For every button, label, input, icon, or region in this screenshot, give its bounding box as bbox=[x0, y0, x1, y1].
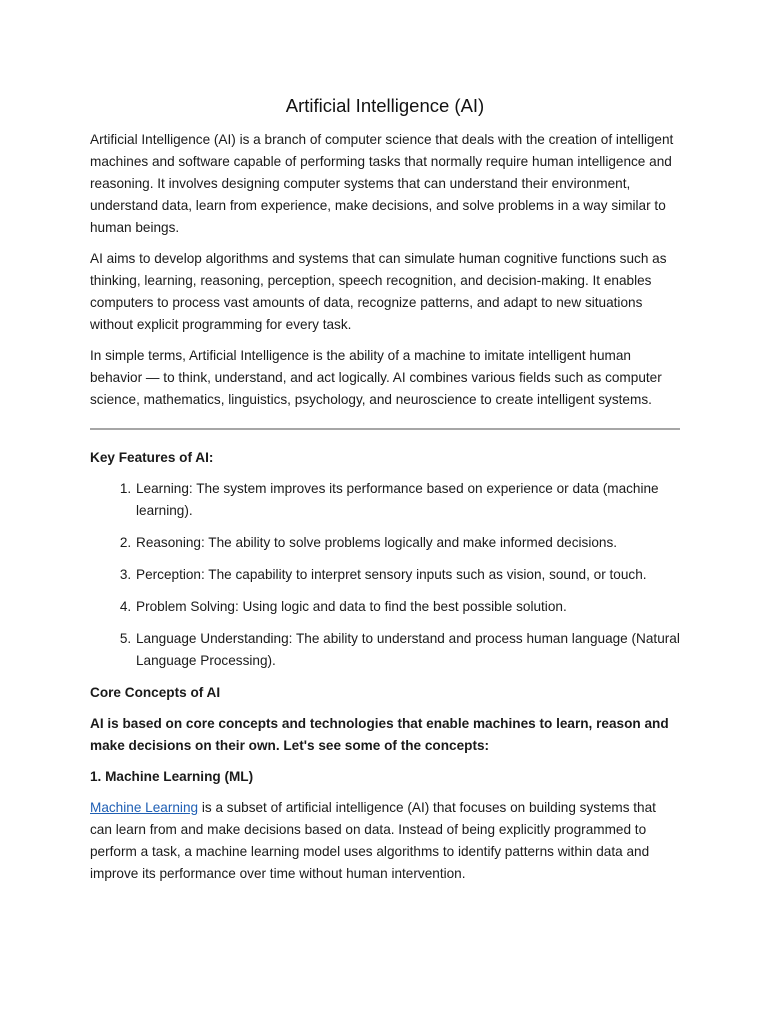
intro-paragraph-2: AI aims to develop algorithms and systems that can simulate human cognitive functions such as thinking, learning, reasoning, perception, speech recognition, and decision-making. It enables computers to process vast amounts of data, recognize patterns, and adapt to new situations without explicit programming for every task. bbox=[90, 251, 667, 332]
core-concepts-heading: Core Concepts of AI bbox=[90, 685, 221, 700]
document-title: Artificial Intelligence (AI) bbox=[285, 95, 485, 116]
machine-learning-paragraph bbox=[90, 797, 680, 885]
machine-learning-link[interactable]: Machine Learning bbox=[90, 800, 199, 815]
list-item: 1. Learning: The system improves its performance based on experience or data (machine learning). bbox=[135, 478, 680, 522]
key-features-list bbox=[90, 478, 680, 672]
list-item: 5. Language Understanding: The ability to understand and process human language (Natural Language Processing). bbox=[135, 628, 680, 672]
section-divider bbox=[90, 428, 680, 430]
intro-paragraph-3: In simple terms, Artificial Intelligence is the ability of a machine to imitate intelligent human behavior — to think, understand, and act logically. AI combines various fields such as computer science, mathematics, linguistics, psychology, and neuroscience to create intelligent systems. bbox=[90, 348, 662, 407]
key-features-heading: Key Features of AI: bbox=[90, 450, 214, 465]
list-item: 2. Reasoning: The ability to solve problems logically and make informed decisions. bbox=[135, 532, 680, 554]
core-concepts-lead: AI is based on core concepts and technologies that enable machines to learn, reason and make decisions on their own. Let's see some of the concepts: bbox=[90, 716, 669, 753]
document-page bbox=[90, 93, 680, 894]
intro-paragraph-1: Artificial Intelligence (AI) is a branch of computer science that deals with the creation of intelligent machines and software capable of performing tasks that normally require human intelligence and reasoning. It involves designing computer systems that can understand their environment, understand data, learn from experience, make decisions, and solve problems in a way similar to human beings. bbox=[90, 132, 674, 235]
machine-learning-text: is a subset of artificial intelligence (AI) that focuses on building systems that can learn from and make decisions based on data. Instead of being explicitly programmed to perform a task, a machine learning model uses algorithms to identify patterns within data and improve its performance over time without human intervention. bbox=[90, 800, 656, 881]
list-item: 3. Perception: The capability to interpret sensory inputs such as vision, sound, or touch. bbox=[135, 564, 680, 586]
machine-learning-heading: 1. Machine Learning (ML) bbox=[90, 769, 254, 784]
list-item: 4. Problem Solving: Using logic and data to find the best possible solution. bbox=[135, 596, 680, 618]
